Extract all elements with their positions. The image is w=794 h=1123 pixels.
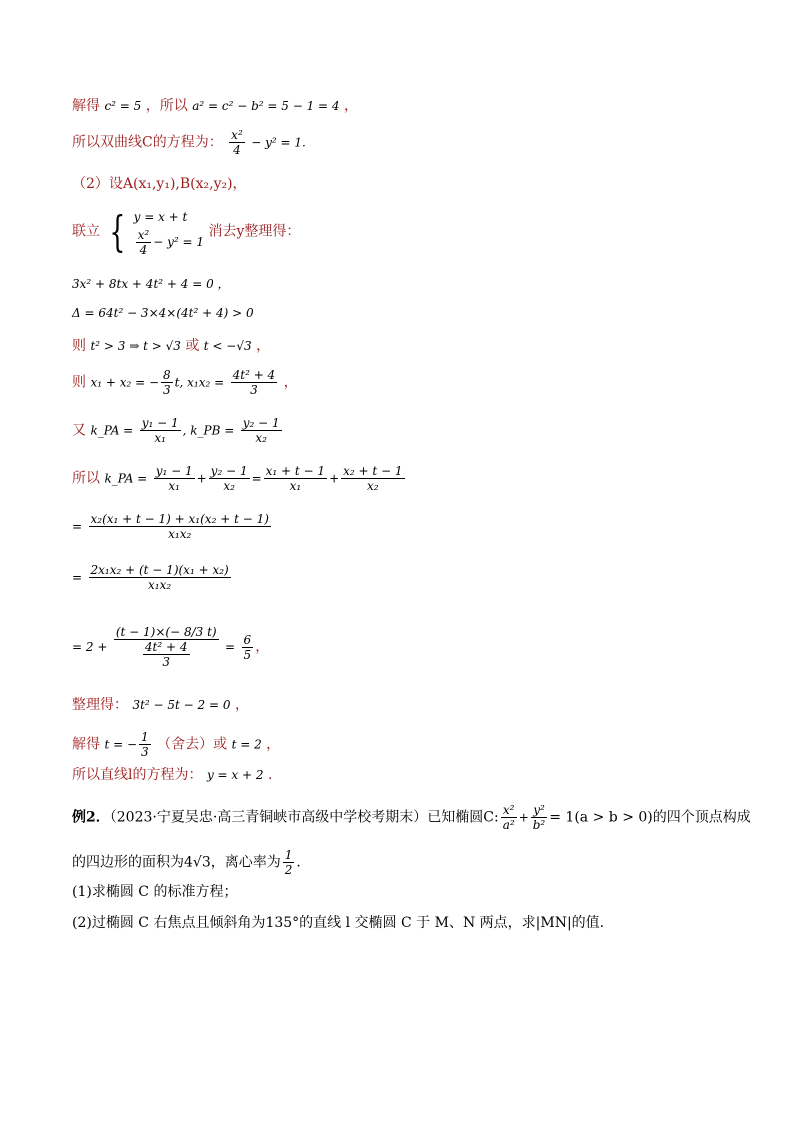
line-system: 联立 { y = x + t $\frac{\text{x²}}{4}$ − y² = 1 消去y整理得： bbox=[72, 206, 301, 257]
line-hyperbola-equation: 所以双曲线C的方程为： $\frac{\text{x²}}{4}$ − y² = 1. bbox=[72, 128, 306, 157]
line-step2: = $\frac{\text{2x₁x₂ + (t − 1)(x₁ + x₂)}}{\text{x₁x₂}}$ bbox=[72, 563, 229, 592]
equation-system: y = x + t $\frac{\text{x²}}{4}$ − y² = 1 bbox=[133, 210, 204, 257]
line-part2-setup: （2）设A(x₁,y₁),B(x₂,y₂)， bbox=[72, 176, 247, 192]
line-slope-sum: 所以 k_PA = $\frac{\text{y₁ − 1}}{\text{x₁}}$ + $\frac{\text{y₂ − 1}}{\text{x₂}}$ = $\frac{\text{x₁ + t − 1}}{\text{x₁}}$ + $\frac{\text{x₂ + t − 1}}{\text{x₂}}$ bbox=[72, 464, 403, 493]
line-solve-t: 解得 t = − $\frac{1}{3}$ （舍去）或 t = 2 ， bbox=[72, 730, 281, 759]
line-t-range: 则 t² > 3 ⇒ t > √3 或 t < −√3 ， bbox=[72, 338, 271, 354]
example-line2: 的四边形的面积为4√3，离心率为 $\frac{1}{2}$ . bbox=[72, 848, 301, 877]
brace-icon: { bbox=[109, 206, 126, 256]
line-step1: = $\frac{\text{x₂(x₁ + t − 1) + x₁(x₂ + t − 1)}}{\text{x₁x₂}}$ bbox=[72, 512, 269, 541]
line-slopes: 又 k_PA = $\frac{\text{y₁ − 1}}{\text{x₁}}$ , k_PB = $\frac{\text{y₂ − 1}}{\text{x₂}}$ bbox=[72, 416, 280, 445]
example-question-1: (1)求椭圆 C 的标准方程； bbox=[72, 884, 238, 900]
fraction: $\frac{\text{x²}}{4}$ bbox=[231, 128, 243, 157]
example-header: 例2．（2023·宁夏吴忠·高三青铜峡市高级中学校考期末）已知椭圆C: $\frac{\text{x²}}{\text{a²}}$ + $\frac{\text{y²}}{\text{b²}}$ = 1(a > b > 0)的四个顶点构成 bbox=[72, 803, 751, 832]
example-question-2: (2)过椭圆 C 右焦点且倾斜角为135°的直线 l 交椭圆 C 于 M、N 两点，求|MN|的值. bbox=[72, 915, 605, 931]
line-quadratic: 3x² + 8tx + 4t² + 4 = 0 ， bbox=[72, 277, 230, 291]
line-step3: = 2 + $\frac{(t - 1)\times(- 8/3 t)}{\frac{\text{4t² + 4}}{3}}$ = $\frac{6}{5}$ ， bbox=[72, 625, 270, 669]
line-discriminant: Δ = 64t² − 3×4×(4t² + 4) > 0 bbox=[72, 306, 254, 320]
line-simplify: 整理得： 3t² − 5t − 2 = 0 ， bbox=[72, 697, 249, 713]
line-line-equation: 所以直线l的方程为： y = x + 2 . bbox=[72, 767, 273, 783]
line-vieta: 则 x₁ + x₂ = − $\frac{8}{3}$ t, x₁x₂ = $\frac{\text{4t² + 4}}{3}$ ， bbox=[72, 368, 298, 397]
line-solve-c: 解得 c² = 5 ，所以 a² = c² − b² = 5 − 1 = 4 ， bbox=[72, 98, 358, 114]
